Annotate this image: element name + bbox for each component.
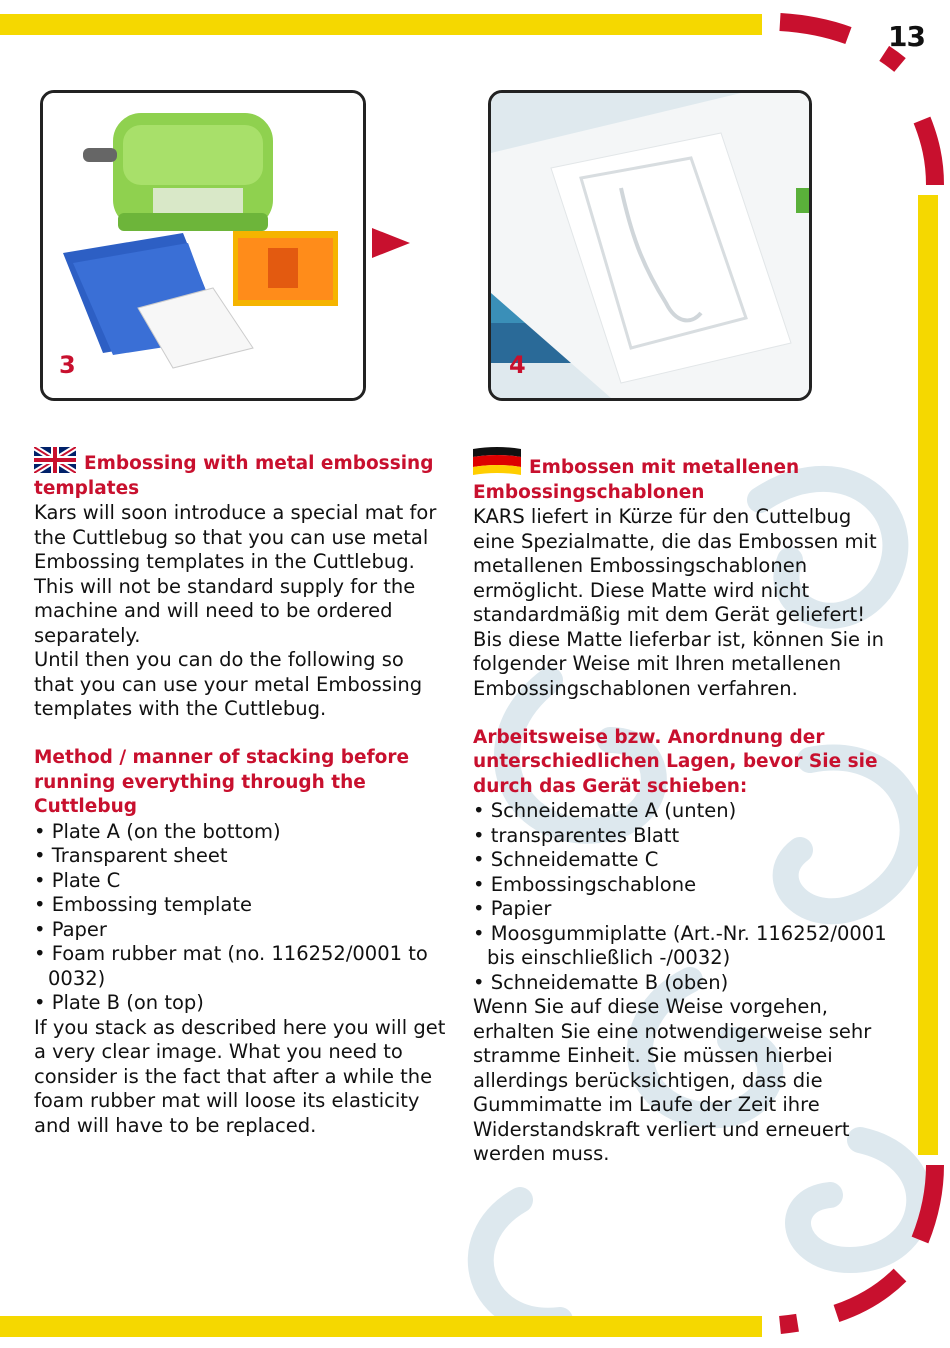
list-item: • Schneidematte A (unten)	[473, 799, 888, 824]
right-yellow-bar	[918, 195, 938, 1155]
list-item: • Moosgummiplatte (Art.-Nr. 116252/0001 bis einschließlich -/0032)	[473, 922, 888, 971]
list-item: • Paper	[34, 918, 449, 943]
german-heading	[473, 447, 888, 505]
german-method-heading: Arbeitsweise bzw. Anordnung der unterschiedlichen Lagen, bevor Sie sie durch das Gerät schieben:	[473, 726, 878, 797]
bottom-yellow-bar	[0, 1316, 762, 1337]
english-heading-text: Embossing with metal embossing templates	[34, 453, 434, 499]
german-closing: Wenn Sie auf diese Weise vorgehen, erhalten Sie eine notwendigerweise sehr stramme Einheit. Sie müssen hierbei allerdings berücksichtigen, dass die Gummimatte im Laufe der Zeit ihre Widerstandskraft verliert und erneuert werden muss.	[473, 995, 872, 1165]
uk-flag-icon	[34, 447, 76, 473]
page-number: 13	[888, 20, 925, 53]
list-item: • Transparent sheet	[34, 844, 449, 869]
list-item: • transparentes Blatt	[473, 824, 888, 849]
bottom-red-arc	[770, 1160, 950, 1348]
german-intro-2: Bis diese Matte lieferbar ist, können Sie in folgender Weise mit Ihren metallenen Embossingschablonen verfahren.	[473, 627, 885, 700]
list-item: • Plate B (on top)	[34, 991, 449, 1016]
english-heading	[34, 447, 449, 501]
english-intro-2: Until then you can do the following so that you can use your metal Embossing templates with the Cuttlebug.	[34, 648, 423, 720]
figure-3-number: 3	[59, 351, 76, 379]
german-stack-list	[473, 799, 888, 995]
english-method-heading: Method / manner of stacking before running everything through the Cuttlebug	[34, 747, 409, 817]
german-heading-text: Embossen mit metallenen Embossingschablonen	[473, 457, 800, 503]
german-flag-icon	[473, 447, 521, 477]
list-item: • Foam rubber mat (no. 116252/0001 to 0032)	[34, 942, 449, 991]
figure-3-photo	[40, 90, 366, 401]
top-yellow-bar	[0, 14, 762, 35]
list-item: • Papier	[473, 897, 888, 922]
next-step-arrow-icon	[370, 226, 412, 260]
embossed-card-photo	[491, 93, 809, 398]
german-intro: KARS liefert in Kürze für den Cuttelbug eine Spezialmatte, die das Embossen mit metallenen Embossingschablonen ermöglicht. Diese Matte wird nicht standardmäßig mit dem Gerät geliefert!	[473, 505, 877, 626]
list-item: • Schneidematte C	[473, 848, 888, 873]
english-closing: If you stack as described here you will get a very clear image. What you need to consider is the fact that after a while the foam rubber mat will loose its elasticity and will have to be replaced.	[34, 1015, 446, 1137]
german-column	[473, 447, 888, 1167]
figure-4-number: 4	[509, 351, 526, 379]
english-intro: Kars will soon introduce a special mat for the Cuttlebug so that you can use metal Embossing templates in the Cuttlebug. This will not be standard supply for the machine and will need to be ordered separately.	[34, 501, 437, 647]
list-item: • Plate C	[34, 869, 449, 894]
cuttlebug-machine-photo	[43, 93, 363, 398]
list-item: • Embossing template	[34, 893, 449, 918]
list-item: • Embossingschablone	[473, 873, 888, 898]
figure-4-photo	[488, 90, 812, 401]
english-column	[34, 447, 449, 1138]
list-item: • Schneidematte B (oben)	[473, 971, 888, 996]
list-item: • Plate A (on the bottom)	[34, 820, 449, 845]
english-stack-list	[34, 820, 449, 1016]
